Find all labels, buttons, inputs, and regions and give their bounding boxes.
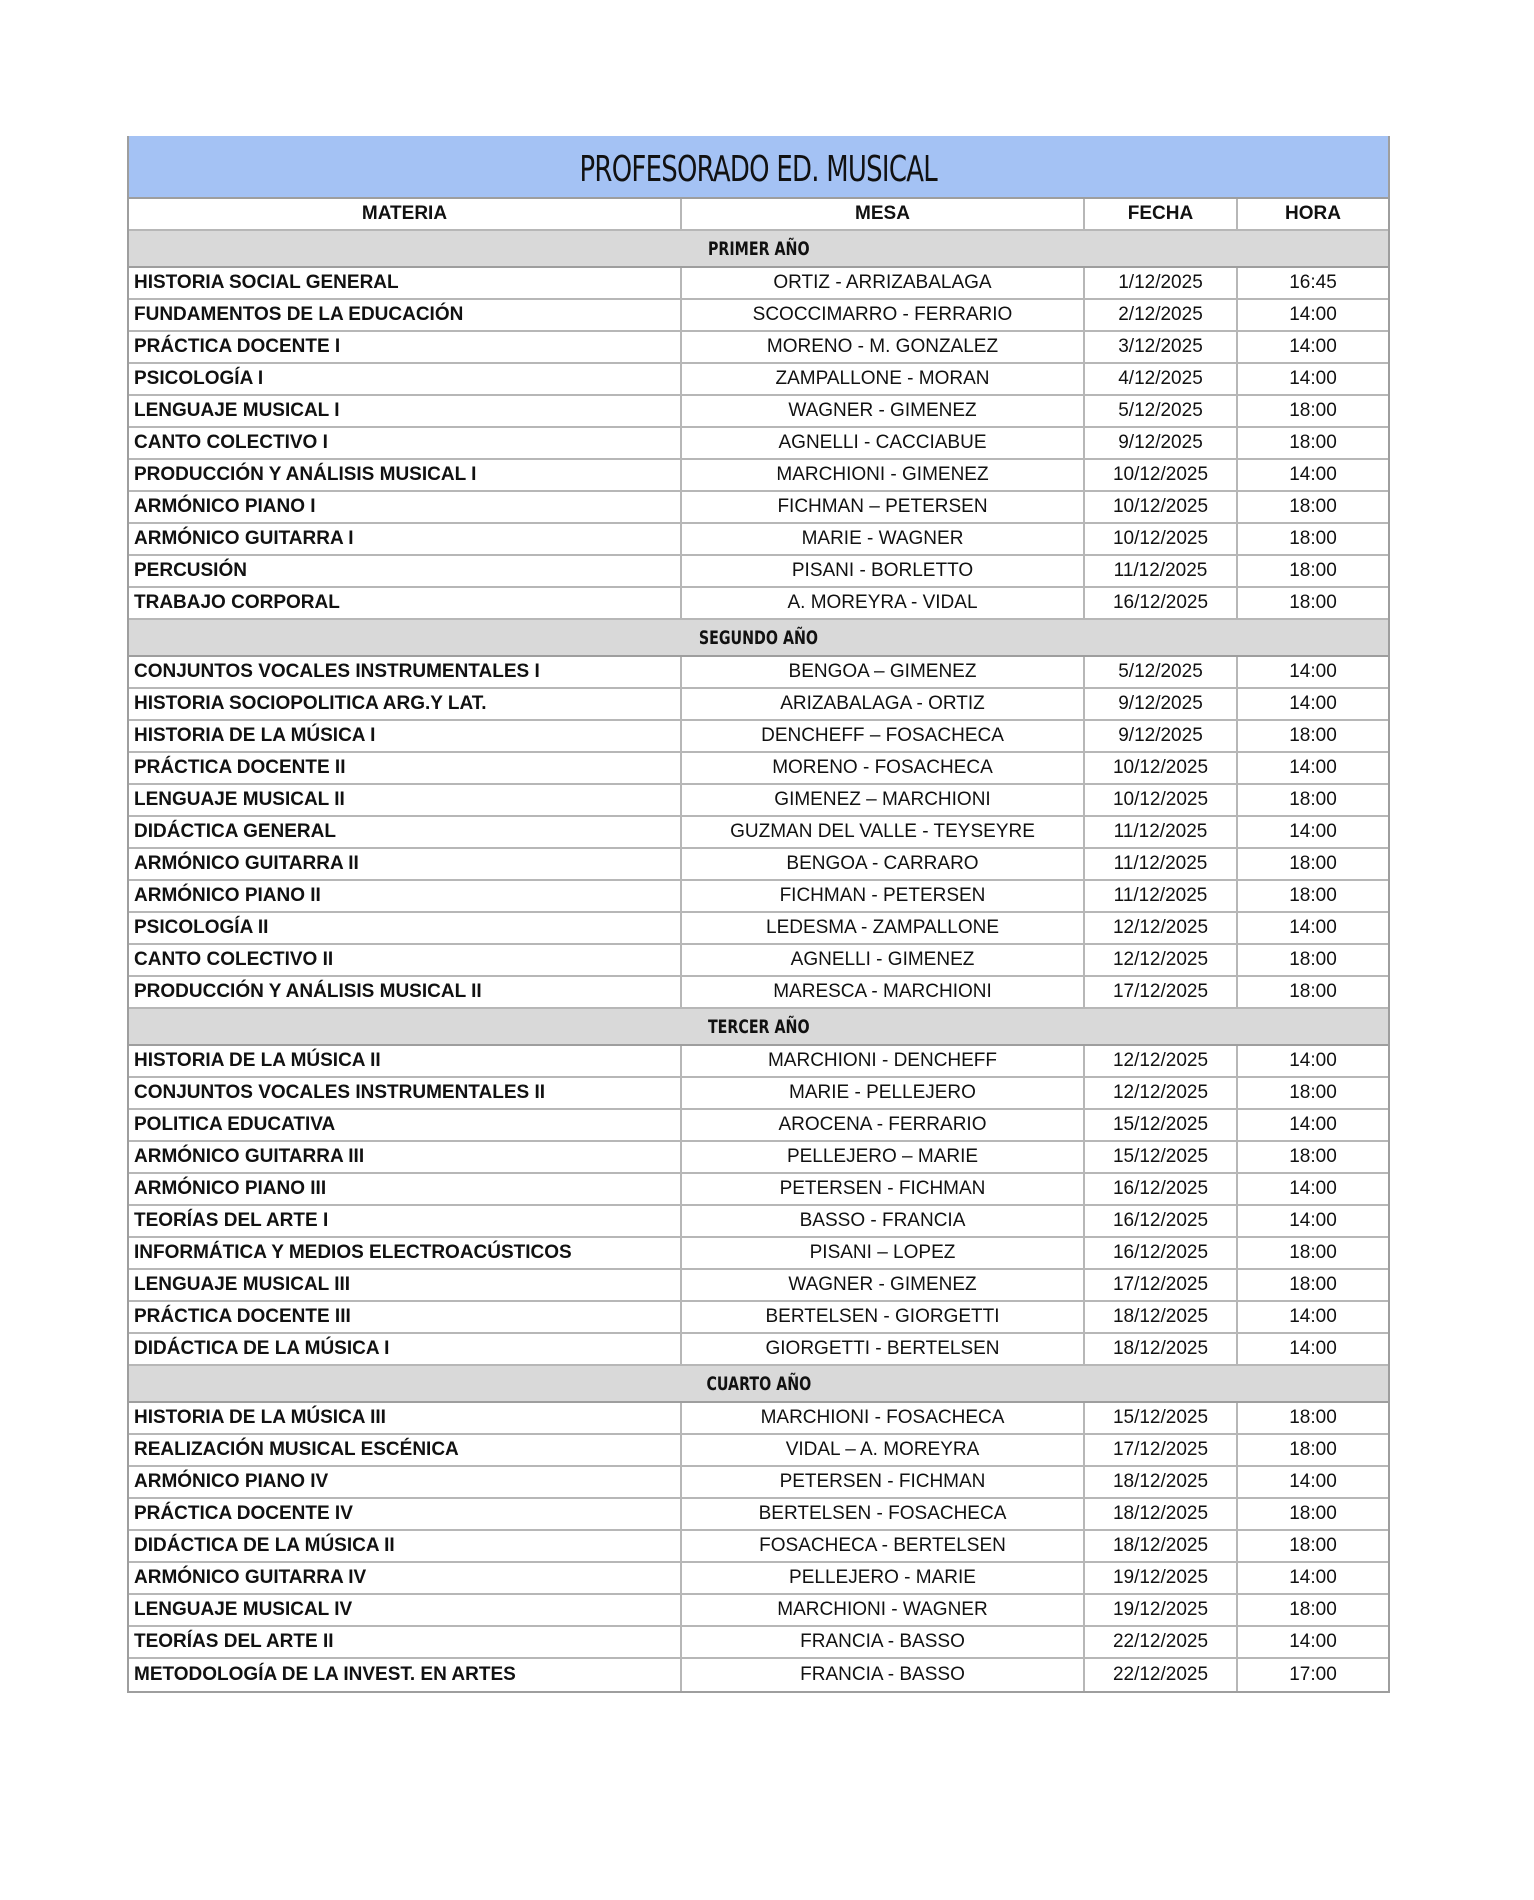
fecha-cell: 16/12/2025 xyxy=(1085,588,1238,618)
table-row xyxy=(129,396,1388,428)
hora-cell: 14:00 xyxy=(1289,1631,1337,1652)
materia-cell: ARMÓNICO GUITARRA I xyxy=(129,524,682,554)
fecha-cell: 19/12/2025 xyxy=(1085,1563,1238,1593)
hora-cell: 14:00 xyxy=(1289,1178,1337,1199)
hora-cell: 18:00 xyxy=(1289,1439,1337,1460)
materia-cell: ARMÓNICO GUITARRA III xyxy=(129,1142,682,1172)
fecha-cell: 15/12/2025 xyxy=(1085,1403,1238,1433)
hora-cell: 18:00 xyxy=(1289,725,1337,746)
fecha-cell: 10/12/2025 xyxy=(1085,492,1238,522)
header-materia: MATERIA xyxy=(129,199,682,229)
table-row xyxy=(129,657,1388,689)
table-row xyxy=(129,1595,1388,1627)
section-title: PRIMER AÑO xyxy=(707,237,810,260)
fecha-cell: 12/12/2025 xyxy=(1085,913,1238,943)
fecha-cell: 17/12/2025 xyxy=(1085,1435,1238,1465)
fecha-cell: 9/12/2025 xyxy=(1085,689,1238,719)
mesa-cell: BERTELSEN - FOSACHECA xyxy=(682,1499,1085,1529)
table-row xyxy=(129,268,1388,300)
hora-cell: 14:00 xyxy=(1289,1567,1337,1588)
materia-cell: PSICOLOGÍA II xyxy=(129,913,682,943)
table-row xyxy=(129,881,1388,913)
fecha-cell: 15/12/2025 xyxy=(1085,1110,1238,1140)
hora-cell: 18:00 xyxy=(1289,528,1337,549)
hora-cell: 18:00 xyxy=(1289,885,1337,906)
mesa-cell: SCOCCIMARRO - FERRARIO xyxy=(682,300,1085,330)
table-row xyxy=(129,524,1388,556)
mesa-cell: FOSACHECA - BERTELSEN xyxy=(682,1531,1085,1561)
table-row xyxy=(129,492,1388,524)
materia-cell: PRÁCTICA DOCENTE III xyxy=(129,1302,682,1332)
mesa-cell: BASSO - FRANCIA xyxy=(682,1206,1085,1236)
table-row xyxy=(129,588,1388,620)
fecha-cell: 16/12/2025 xyxy=(1085,1238,1238,1268)
mesa-cell: BERTELSEN - GIORGETTI xyxy=(682,1302,1085,1332)
fecha-cell: 10/12/2025 xyxy=(1085,753,1238,783)
fecha-cell: 22/12/2025 xyxy=(1085,1627,1238,1657)
materia-cell: LENGUAJE MUSICAL III xyxy=(129,1270,682,1300)
hora-cell: 18:00 xyxy=(1289,949,1337,970)
hora-cell: 18:00 xyxy=(1289,400,1337,421)
fecha-cell: 10/12/2025 xyxy=(1085,785,1238,815)
materia-cell: ARMÓNICO PIANO IV xyxy=(129,1467,682,1497)
fecha-cell: 4/12/2025 xyxy=(1085,364,1238,394)
mesa-cell: MARESCA - MARCHIONI xyxy=(682,977,1085,1007)
materia-cell: DIDÁCTICA DE LA MÚSICA I xyxy=(129,1334,682,1364)
fecha-cell: 10/12/2025 xyxy=(1085,524,1238,554)
fecha-cell: 5/12/2025 xyxy=(1085,657,1238,687)
materia-cell: TRABAJO CORPORAL xyxy=(129,588,682,618)
fecha-cell: 5/12/2025 xyxy=(1085,396,1238,426)
fecha-cell: 12/12/2025 xyxy=(1085,945,1238,975)
mesa-cell: BENGOA – GIMENEZ xyxy=(682,657,1085,687)
mesa-cell: MORENO - FOSACHECA xyxy=(682,753,1085,783)
materia-cell: REALIZACIÓN MUSICAL ESCÉNICA xyxy=(129,1435,682,1465)
mesa-cell: PISANI - BORLETTO xyxy=(682,556,1085,586)
materia-cell: CANTO COLECTIVO I xyxy=(129,428,682,458)
table-row xyxy=(129,1531,1388,1563)
table-row xyxy=(129,332,1388,364)
hora-cell: 14:00 xyxy=(1289,1338,1337,1359)
fecha-cell: 17/12/2025 xyxy=(1085,1270,1238,1300)
materia-cell: PERCUSIÓN xyxy=(129,556,682,586)
mesa-cell: VIDAL – A. MOREYRA xyxy=(682,1435,1085,1465)
fecha-cell: 11/12/2025 xyxy=(1085,849,1238,879)
mesa-cell: WAGNER - GIMENEZ xyxy=(682,396,1085,426)
mesa-cell: GIORGETTI - BERTELSEN xyxy=(682,1334,1085,1364)
mesa-cell: FICHMAN – PETERSEN xyxy=(682,492,1085,522)
table-row xyxy=(129,460,1388,492)
mesa-cell: MARCHIONI - FOSACHECA xyxy=(682,1403,1085,1433)
materia-cell: ARMÓNICO PIANO I xyxy=(129,492,682,522)
materia-cell: LENGUAJE MUSICAL IV xyxy=(129,1595,682,1625)
header-fecha: FECHA xyxy=(1085,199,1238,229)
hora-cell: 18:00 xyxy=(1289,1146,1337,1167)
materia-cell: METODOLOGÍA DE LA INVEST. EN ARTES xyxy=(129,1659,682,1691)
mesa-cell: ZAMPALLONE - MORAN xyxy=(682,364,1085,394)
materia-cell: ARMÓNICO PIANO II xyxy=(129,881,682,911)
table-title-band xyxy=(129,136,1388,199)
materia-cell: CONJUNTOS VOCALES INSTRUMENTALES II xyxy=(129,1078,682,1108)
mesa-cell: AGNELLI - CACCIABUE xyxy=(682,428,1085,458)
materia-cell: FUNDAMENTOS DE LA EDUCACIÓN xyxy=(129,300,682,330)
hora-cell: 14:00 xyxy=(1289,464,1337,485)
table-row xyxy=(129,1435,1388,1467)
fecha-cell: 18/12/2025 xyxy=(1085,1499,1238,1529)
mesa-cell: ARIZABALAGA - ORTIZ xyxy=(682,689,1085,719)
section-title: SEGUNDO AÑO xyxy=(698,626,819,649)
table-row xyxy=(129,1467,1388,1499)
fecha-cell: 12/12/2025 xyxy=(1085,1078,1238,1108)
materia-cell: DIDÁCTICA GENERAL xyxy=(129,817,682,847)
fecha-cell: 15/12/2025 xyxy=(1085,1142,1238,1172)
mesa-cell: WAGNER - GIMENEZ xyxy=(682,1270,1085,1300)
table-row xyxy=(129,1046,1388,1078)
materia-cell: HISTORIA SOCIOPOLITICA ARG.Y LAT. xyxy=(129,689,682,719)
mesa-cell: MARCHIONI - WAGNER xyxy=(682,1595,1085,1625)
table-row xyxy=(129,1078,1388,1110)
mesa-cell: PETERSEN - FICHMAN xyxy=(682,1467,1085,1497)
table-row xyxy=(129,1174,1388,1206)
materia-cell: CONJUNTOS VOCALES INSTRUMENTALES I xyxy=(129,657,682,687)
table-row xyxy=(129,1110,1388,1142)
materia-cell: PRODUCCIÓN Y ANÁLISIS MUSICAL I xyxy=(129,460,682,490)
materia-cell: TEORÍAS DEL ARTE I xyxy=(129,1206,682,1236)
mesa-cell: LEDESMA - ZAMPALLONE xyxy=(682,913,1085,943)
fecha-cell: 1/12/2025 xyxy=(1085,268,1238,298)
section-title: CUARTO AÑO xyxy=(706,1372,811,1395)
fecha-cell: 16/12/2025 xyxy=(1085,1174,1238,1204)
mesa-cell: FRANCIA - BASSO xyxy=(682,1627,1085,1657)
table-row xyxy=(129,1659,1388,1691)
mesa-cell: MARCHIONI - GIMENEZ xyxy=(682,460,1085,490)
table-row xyxy=(129,817,1388,849)
hora-cell: 18:00 xyxy=(1289,1599,1337,1620)
fecha-cell: 11/12/2025 xyxy=(1085,881,1238,911)
mesa-cell: PETERSEN - FICHMAN xyxy=(682,1174,1085,1204)
materia-cell: TEORÍAS DEL ARTE II xyxy=(129,1627,682,1657)
mesa-cell: GUZMAN DEL VALLE - TEYSEYRE xyxy=(682,817,1085,847)
hora-cell: 14:00 xyxy=(1289,757,1337,778)
hora-cell: 14:00 xyxy=(1289,693,1337,714)
fecha-cell: 17/12/2025 xyxy=(1085,977,1238,1007)
table-row xyxy=(129,689,1388,721)
fecha-cell: 18/12/2025 xyxy=(1085,1531,1238,1561)
materia-cell: LENGUAJE MUSICAL I xyxy=(129,396,682,426)
hora-cell: 14:00 xyxy=(1289,1210,1337,1231)
mesa-cell: PELLEJERO – MARIE xyxy=(682,1142,1085,1172)
hora-cell: 14:00 xyxy=(1289,336,1337,357)
materia-cell: HISTORIA SOCIAL GENERAL xyxy=(129,268,682,298)
hora-cell: 18:00 xyxy=(1289,981,1337,1002)
table-row xyxy=(129,1302,1388,1334)
mesa-cell: MARIE - PELLEJERO xyxy=(682,1078,1085,1108)
fecha-cell: 18/12/2025 xyxy=(1085,1334,1238,1364)
materia-cell: HISTORIA DE LA MÚSICA I xyxy=(129,721,682,751)
materia-cell: PRODUCCIÓN Y ANÁLISIS MUSICAL II xyxy=(129,977,682,1007)
mesa-cell: FRANCIA - BASSO xyxy=(682,1659,1085,1691)
materia-cell: POLITICA EDUCATIVA xyxy=(129,1110,682,1140)
hora-cell: 18:00 xyxy=(1289,560,1337,581)
table-row xyxy=(129,945,1388,977)
materia-cell: PSICOLOGÍA I xyxy=(129,364,682,394)
table-body xyxy=(129,231,1388,1691)
materia-cell: HISTORIA DE LA MÚSICA III xyxy=(129,1403,682,1433)
hora-cell: 18:00 xyxy=(1289,592,1337,613)
mesa-cell: PELLEJERO - MARIE xyxy=(682,1563,1085,1593)
materia-cell: ARMÓNICO GUITARRA II xyxy=(129,849,682,879)
header-row xyxy=(129,199,1388,231)
hora-cell: 14:00 xyxy=(1289,1050,1337,1071)
hora-cell: 14:00 xyxy=(1289,1306,1337,1327)
fecha-cell: 19/12/2025 xyxy=(1085,1595,1238,1625)
table-row xyxy=(129,1270,1388,1302)
section-header xyxy=(129,1009,1388,1046)
table-row xyxy=(129,753,1388,785)
section-title: TERCER AÑO xyxy=(707,1015,810,1038)
mesa-cell: GIMENEZ – MARCHIONI xyxy=(682,785,1085,815)
table-row xyxy=(129,300,1388,332)
hora-cell: 17:00 xyxy=(1289,1664,1337,1685)
hora-cell: 16:45 xyxy=(1289,272,1337,293)
hora-cell: 18:00 xyxy=(1289,496,1337,517)
table-title: PROFESORADO ED. MUSICAL xyxy=(579,149,938,190)
hora-cell: 14:00 xyxy=(1289,1114,1337,1135)
table-row xyxy=(129,1238,1388,1270)
table-row xyxy=(129,1334,1388,1366)
fecha-cell: 10/12/2025 xyxy=(1085,460,1238,490)
hora-cell: 18:00 xyxy=(1289,789,1337,810)
fecha-cell: 18/12/2025 xyxy=(1085,1467,1238,1497)
hora-cell: 18:00 xyxy=(1289,1082,1337,1103)
mesa-cell: A. MOREYRA - VIDAL xyxy=(682,588,1085,618)
header-hora: HORA xyxy=(1285,203,1341,224)
fecha-cell: 9/12/2025 xyxy=(1085,721,1238,751)
materia-cell: PRÁCTICA DOCENTE I xyxy=(129,332,682,362)
section-header xyxy=(129,1366,1388,1403)
hora-cell: 14:00 xyxy=(1289,917,1337,938)
fecha-cell: 18/12/2025 xyxy=(1085,1302,1238,1332)
table-row xyxy=(129,913,1388,945)
materia-cell: HISTORIA DE LA MÚSICA II xyxy=(129,1046,682,1076)
table-row xyxy=(129,428,1388,460)
fecha-cell: 2/12/2025 xyxy=(1085,300,1238,330)
mesa-cell: BENGOA - CARRARO xyxy=(682,849,1085,879)
hora-cell: 18:00 xyxy=(1289,432,1337,453)
fecha-cell: 12/12/2025 xyxy=(1085,1046,1238,1076)
fecha-cell: 11/12/2025 xyxy=(1085,817,1238,847)
mesa-cell: ORTIZ - ARRIZABALAGA xyxy=(682,268,1085,298)
mesa-cell: DENCHEFF – FOSACHECA xyxy=(682,721,1085,751)
materia-cell: ARMÓNICO PIANO III xyxy=(129,1174,682,1204)
table-row xyxy=(129,1499,1388,1531)
hora-cell: 18:00 xyxy=(1289,1274,1337,1295)
hora-cell: 14:00 xyxy=(1289,821,1337,842)
header-mesa: MESA xyxy=(682,199,1085,229)
fecha-cell: 22/12/2025 xyxy=(1085,1659,1238,1691)
mesa-cell: PISANI – LOPEZ xyxy=(682,1238,1085,1268)
mesa-cell: AGNELLI - GIMENEZ xyxy=(682,945,1085,975)
exam-schedule-table xyxy=(127,136,1390,1693)
table-row xyxy=(129,1563,1388,1595)
table-row xyxy=(129,1142,1388,1174)
table-row xyxy=(129,556,1388,588)
materia-cell: LENGUAJE MUSICAL II xyxy=(129,785,682,815)
hora-cell: 18:00 xyxy=(1289,1407,1337,1428)
fecha-cell: 3/12/2025 xyxy=(1085,332,1238,362)
section-header xyxy=(129,620,1388,657)
hora-cell: 18:00 xyxy=(1289,853,1337,874)
fecha-cell: 11/12/2025 xyxy=(1085,556,1238,586)
fecha-cell: 9/12/2025 xyxy=(1085,428,1238,458)
materia-cell: INFORMÁTICA Y MEDIOS ELECTROACÚSTICOS xyxy=(129,1238,682,1268)
mesa-cell: FICHMAN - PETERSEN xyxy=(682,881,1085,911)
materia-cell: CANTO COLECTIVO II xyxy=(129,945,682,975)
hora-cell: 18:00 xyxy=(1289,1503,1337,1524)
mesa-cell: MARIE - WAGNER xyxy=(682,524,1085,554)
table-row xyxy=(129,1627,1388,1659)
materia-cell: PRÁCTICA DOCENTE IV xyxy=(129,1499,682,1529)
mesa-cell: MARCHIONI - DENCHEFF xyxy=(682,1046,1085,1076)
mesa-cell: MORENO - M. GONZALEZ xyxy=(682,332,1085,362)
table-row xyxy=(129,849,1388,881)
table-row xyxy=(129,785,1388,817)
section-header xyxy=(129,231,1388,268)
materia-cell: PRÁCTICA DOCENTE II xyxy=(129,753,682,783)
table-row xyxy=(129,364,1388,396)
hora-cell: 18:00 xyxy=(1289,1535,1337,1556)
hora-cell: 14:00 xyxy=(1289,1471,1337,1492)
materia-cell: DIDÁCTICA DE LA MÚSICA II xyxy=(129,1531,682,1561)
hora-cell: 14:00 xyxy=(1289,368,1337,389)
table-row xyxy=(129,977,1388,1009)
hora-cell: 18:00 xyxy=(1289,1242,1337,1263)
mesa-cell: AROCENA - FERRARIO xyxy=(682,1110,1085,1140)
table-row xyxy=(129,1403,1388,1435)
table-row xyxy=(129,721,1388,753)
hora-cell: 14:00 xyxy=(1289,661,1337,682)
materia-cell: ARMÓNICO GUITARRA IV xyxy=(129,1563,682,1593)
hora-cell: 14:00 xyxy=(1289,304,1337,325)
fecha-cell: 16/12/2025 xyxy=(1085,1206,1238,1236)
table-row xyxy=(129,1206,1388,1238)
